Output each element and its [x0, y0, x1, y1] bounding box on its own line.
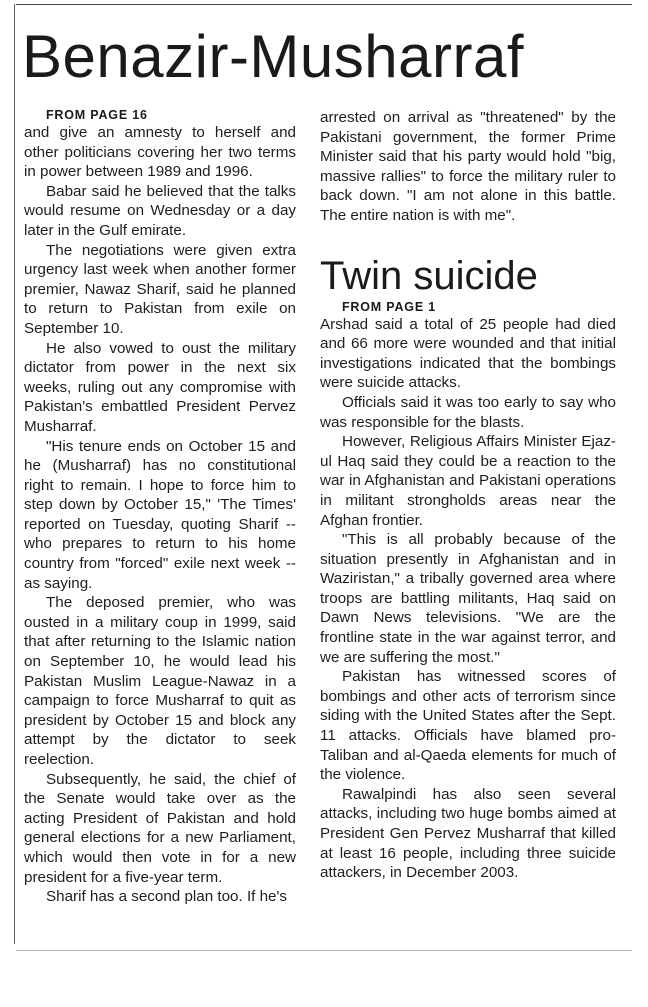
column-rule-left	[14, 4, 15, 944]
article2-headline: Twin suicide	[320, 253, 538, 298]
article-column-left	[24, 108, 296, 907]
article2-kicker: FROM PAGE 1	[342, 299, 436, 314]
paragraph: Rawalpindi has also seen several attacks, including two huge bombs aimed at President Gen Pervez Musharraf that killed at least 16 people, including three suicide attackers, in December 2003.	[320, 785, 616, 882]
paragraph: The deposed premier, who was ousted in a military coup in 1999, said that after returning to the Islamic nation on September 10, he would lead his Pakistan Muslim League-Nawaz in a campaign to force Musharraf to quit as president by October 15 and block any attempt by the dictator to seek reelection.	[24, 594, 296, 768]
paragraph: Babar said he believed that the talks would resume on Wednesday or a day later in the Gulf emirate.	[24, 182, 296, 239]
bottom-rule	[16, 950, 632, 951]
paragraph: and give an amnesty to herself and other politicians covering her two terms in power between 1989 and 1996.	[24, 124, 296, 181]
paragraph: Sharif has a second plan too. If he's	[46, 888, 287, 906]
top-rule	[16, 4, 632, 5]
article-headline: Benazir-Musharraf	[22, 23, 525, 90]
article-kicker: FROM PAGE 16	[46, 108, 148, 122]
paragraph: Subsequently, he said, the chief of the Senate would take over as the acting President of Pakistan and hold general elections for a new Parliament, which would then vote in for a new president for a five-year term.	[24, 770, 296, 886]
paragraph: However, Religious Affairs Minister Ejaz-ul Haq said they could be a reaction to the war in Afghanistan and Pakistani operations in militant strongholds areas near the Afghan frontier.	[320, 433, 616, 529]
continuation-paragraph: arrested on arrival as "threatened" by the Pakistani government, the former Prime Minister said that his party would hold "big, massive rallies" to force the military ruler to back down. "I am not alone in this battle. The entire nation is with me".	[320, 109, 616, 224]
article-column-right	[320, 108, 616, 883]
paragraph: Arshad said a total of 25 people had died and 66 more were wounded and that initial investigations indicated that the bombings were suicide attacks.	[320, 315, 616, 392]
paragraph: Officials said it was too early to say who was responsible for the blasts.	[320, 393, 616, 431]
paragraph: He also vowed to oust the military dictator from power in the next six weeks, ruling out any compromise with Pakistan's embattled President Pervez Musharraf.	[24, 339, 296, 435]
paragraph: "His tenure ends on October 15 and he (Musharraf) has no constitutional right to remain. I hope to force him to step down by October 15," 'The Times' reported on Tuesday, quoting Sharif -- who prepares to return to his home country from "forced" exile next week -- as saying.	[24, 437, 296, 592]
paragraph: "This is all probably because of the situation presently in Afghanistan and in Waziristan," a tribally governed area where troops are battling militants, Haq said on Dawn News televisions. "We are the frontline state in the war against terror, and we are suffering the most."	[320, 531, 616, 666]
paragraph: Pakistan has witnessed scores of bombings and other acts of terrorism since siding with the United States after the Sept. 11 attacks. Officials have blamed pro-Taliban and al-Qaeda elements for much of the violence.	[320, 668, 616, 784]
paragraph: The negotiations were given extra urgency last week when another former premier, Nawaz Sharif, said he planned to return to Pakistan from exile on September 10.	[24, 241, 296, 337]
